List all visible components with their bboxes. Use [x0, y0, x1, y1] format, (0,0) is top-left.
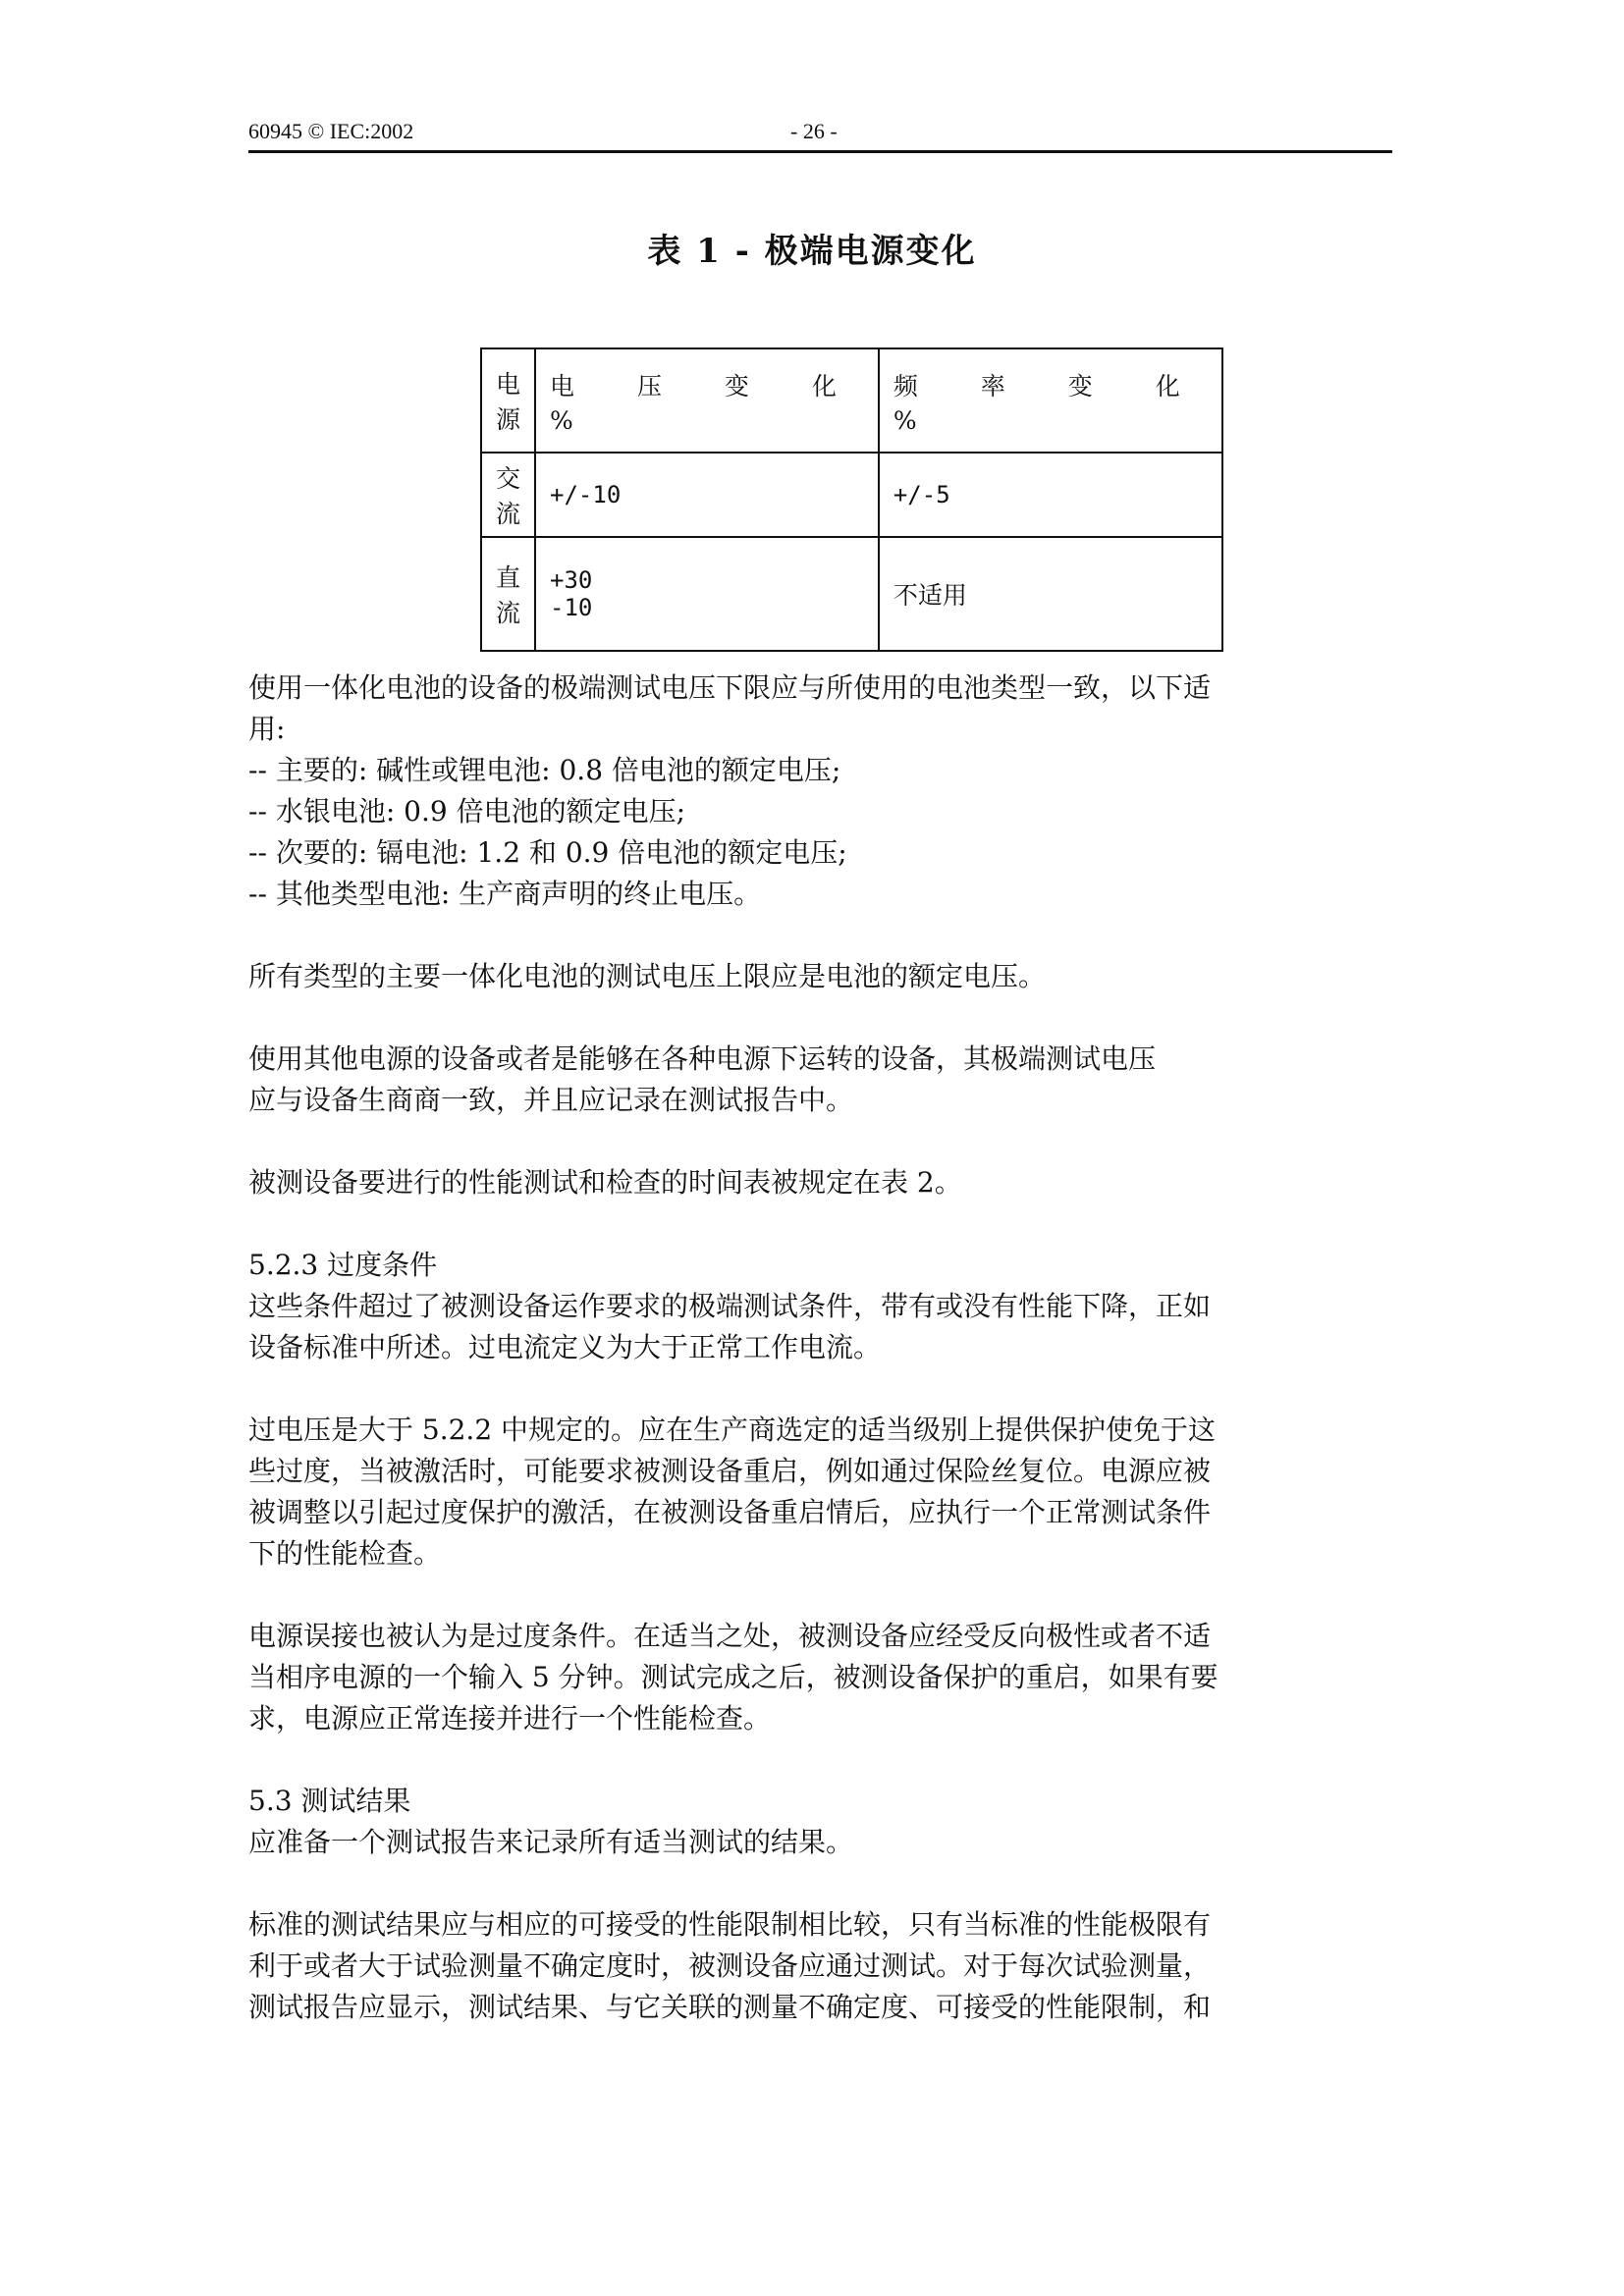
header-voltage-label: 电 压 变 化 — [550, 371, 864, 400]
header-cell-frequency — [879, 348, 1222, 453]
paragraph-line: 电源误接也被认为是过度条件。在适当之处，被测设备应经受反向极性或者不适 — [248, 1620, 1212, 1652]
cell-frequency-dc: 不适用 — [879, 537, 1222, 651]
page-header — [248, 115, 1392, 153]
section-heading-5-3: 5.3 测试结果 — [248, 1785, 411, 1817]
list-item: -- 水银电池: 0.9 倍电池的额定电压; — [248, 795, 686, 828]
table-row — [481, 537, 1222, 651]
paragraph-line: 设备标准中所述。过电流定义为大于正常工作电流。 — [248, 1331, 882, 1363]
paragraph-line: 使用一体化电池的设备的极端测试电压下限应与所使用的电池类型一致，以下适 — [248, 671, 1212, 704]
cell-power-ac: 交流 — [481, 453, 535, 537]
section-heading-5-2-3: 5.2.3 过度条件 — [248, 1249, 438, 1281]
paragraph-line: 用: — [248, 713, 286, 745]
paragraph-line: 些过度，当被激活时，可能要求被测设备重启，例如通过保险丝复位。电源应被 — [248, 1455, 1212, 1487]
paragraph-line: 当相序电源的一个输入 5 分钟。测试完成之后，被测设备保护的重启，如果有要 — [248, 1661, 1218, 1693]
document-body — [248, 667, 1392, 2028]
cell-power-dc: 直流 — [481, 537, 535, 651]
paragraph-line: 被测设备要进行的性能测试和检查的时间表被规定在表 2。 — [248, 1166, 962, 1199]
cell-voltage-dc-upper: +30 — [550, 566, 593, 594]
paragraph-line: 测试报告应显示，测试结果、与它关联的测量不确定度、可接受的性能限制，和 — [248, 1991, 1212, 2023]
list-item: -- 其他类型电池: 生产商声明的终止电压。 — [248, 878, 762, 910]
paragraph-line: 求，电源应正常连接并进行一个性能检查。 — [248, 1702, 772, 1735]
paragraph-line: 下的性能检查。 — [248, 1537, 442, 1570]
cell-voltage-ac: +/-10 — [535, 453, 879, 537]
table-header-row — [481, 348, 1222, 453]
paragraph-line: 被调整以引起过度保护的激活，在被测设备重启情后，应执行一个正常测试条件 — [248, 1496, 1212, 1528]
paragraph-line: 标准的测试结果应与相应的可接受的性能限制相比较，只有当标准的性能极限有 — [248, 1908, 1212, 1941]
paragraph-line: 应与设备生商商一致，并且应记录在测试报告中。 — [248, 1084, 854, 1116]
paragraph-line: 所有类型的主要一体化电池的测试电压上限应是电池的额定电压。 — [248, 960, 1047, 992]
paragraph-line: 使用其他电源的设备或者是能够在各种电源下运转的设备，其极端测试电压 — [248, 1042, 1157, 1075]
header-voltage-unit: % — [550, 405, 573, 435]
header-power-label: 电源 — [496, 370, 521, 434]
list-item: -- 次要的: 镉电池: 1.2 和 0.9 倍电池的额定电压; — [248, 836, 847, 869]
paragraph-line: 应准备一个测试报告来记录所有适当测试的结果。 — [248, 1826, 854, 1858]
table-title: 表 1 - 极端电源变化 — [647, 232, 977, 271]
header-cell-voltage — [535, 348, 879, 453]
paragraph-line: 这些条件超过了被测设备运作要求的极端测试条件，带有或没有性能下降，正如 — [248, 1290, 1212, 1322]
header-frequency-unit: % — [893, 405, 917, 435]
cell-voltage-dc — [535, 537, 879, 651]
paragraph-line: 过电压是大于 5.2.2 中规定的。应在生产商选定的适当级别上提供保护使免于这 — [248, 1414, 1217, 1446]
header-frequency-label: 频 率 变 化 — [893, 371, 1208, 400]
header-standard-id: 60945 © IEC:2002 — [248, 119, 414, 143]
table-row — [481, 453, 1222, 537]
header-cell-power — [481, 348, 535, 453]
power-variation-table — [480, 347, 1223, 652]
header-page-number: - 26 - — [790, 119, 838, 143]
paragraph-line: 利于或者大于试验测量不确定度时，被测设备应通过测试。对于每次试验测量， — [248, 1949, 1212, 1982]
list-item: -- 主要的: 碱性或锂电池: 0.8 倍电池的额定电压; — [248, 754, 841, 786]
cell-voltage-dc-lower: -10 — [550, 594, 593, 621]
cell-frequency-ac: +/-5 — [879, 453, 1222, 537]
